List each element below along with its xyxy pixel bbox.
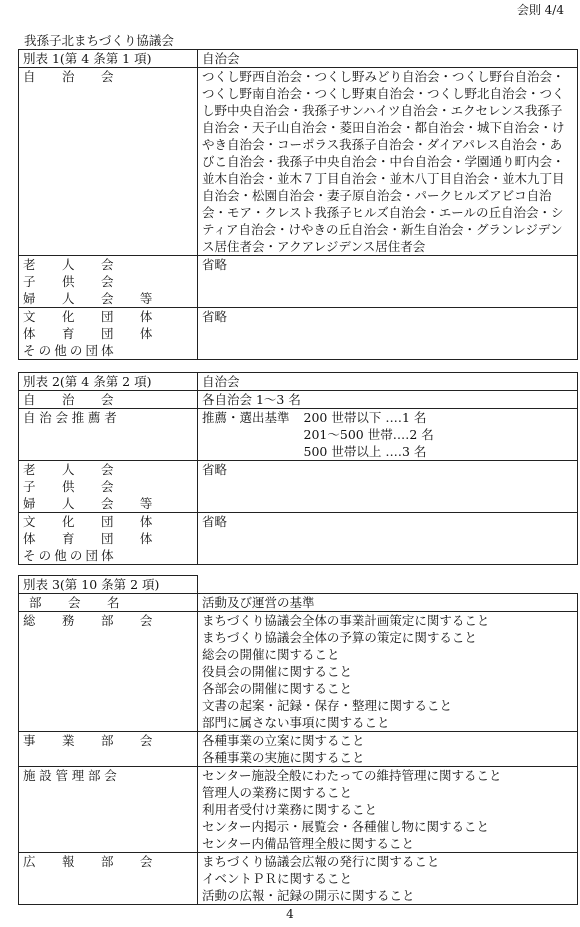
page-number: 4 bbox=[286, 907, 294, 921]
table-row bbox=[19, 68, 578, 256]
label-line: 体 育 団 体 bbox=[23, 326, 164, 341]
row-label bbox=[19, 256, 198, 308]
row-content: 省略 bbox=[198, 513, 578, 565]
row-label bbox=[19, 513, 198, 565]
column-header bbox=[19, 594, 198, 612]
label-line: 子 供 会 bbox=[23, 274, 125, 289]
row-label bbox=[19, 308, 198, 360]
label-line: 文 化 団 体 bbox=[23, 514, 164, 529]
table-column-header: 自治会 bbox=[198, 50, 578, 68]
table-row bbox=[19, 732, 578, 767]
table-column-header: 自治会 bbox=[198, 373, 578, 391]
list-item: 各部会の開催に関すること bbox=[202, 681, 353, 696]
list-item: まちづくり協議会広報の発行に関すること bbox=[202, 854, 440, 869]
list-item: 総会の開催に関すること bbox=[202, 647, 340, 662]
label-line: 自治会推薦者 bbox=[23, 410, 121, 425]
row-content bbox=[198, 767, 578, 853]
label-line: 広 報 部 会 bbox=[23, 854, 164, 869]
table-header-row bbox=[19, 373, 578, 391]
table-header-row bbox=[19, 576, 578, 594]
appendix-table-2 bbox=[18, 372, 578, 565]
row-label bbox=[19, 391, 198, 409]
page-header-label: 会則 4/4 bbox=[516, 3, 564, 17]
label-line: その他の団体 bbox=[23, 548, 117, 563]
criteria-item: 500 世帯以上 ‥‥3 名 bbox=[303, 444, 427, 459]
row-content bbox=[198, 853, 578, 905]
list-item: 各種事業の立案に関すること bbox=[202, 733, 365, 748]
label-line: 体 育 団 体 bbox=[23, 531, 164, 546]
row-label bbox=[19, 612, 198, 732]
row-label bbox=[19, 409, 198, 461]
list-item: 各種事業の実施に関すること bbox=[202, 750, 365, 765]
row-content: 省略 bbox=[198, 308, 578, 360]
table-row bbox=[19, 853, 578, 905]
label-line: 老 人 会 bbox=[23, 257, 125, 272]
list-item: イベントＰＲに関すること bbox=[202, 871, 353, 886]
list-item: 役員会の開催に関すること bbox=[202, 664, 353, 679]
row-label bbox=[19, 461, 198, 513]
row-content: 各自治会 1～3 名 bbox=[198, 391, 578, 409]
list-item: 利用者受付け業務に関すること bbox=[202, 802, 378, 817]
table-row bbox=[19, 461, 578, 513]
label-line: 老 人 会 bbox=[23, 462, 125, 477]
list-item: 活動の広報・記録の開示に関すること bbox=[202, 888, 415, 903]
label-line: その他の団体 bbox=[23, 343, 117, 358]
table-row bbox=[19, 391, 578, 409]
member-list: つくし野西自治会・つくし野みどり自治会・つくし野台自治会・つくし野南自治会・つくし野東自治会・つくし野北自治会・つくし野中央自治会・我孫子サンハイツ自治会・エクセレンス我孫子自治会・天子山自治会・菱田自治会・都自治会・城下自治会・けやき自治会・コーポラス我孫子自治会・ダイアパレス自治会・あびこ自治会・我孫子中央自治会・中台自治会・学園通り町内会・並木自治会・並木７丁目自治会・並木八丁目自治会・並木九丁目自治会・松園自治会・妻子原自治会・パークヒルズアビコ自治会・モア・クレスト我孫子ヒルズ自治会・エールの丘自治会・シティア自治会・けやきの丘自治会・新生自治会・グランレジデンス居住者会・アクアレジデンス居住者会 bbox=[198, 68, 578, 256]
table-title: 別表 3(第 10 条第 2 項) bbox=[19, 576, 198, 594]
column-header: 活動及び運営の基準 bbox=[198, 594, 578, 612]
row-content bbox=[198, 612, 578, 732]
list-item: まちづくり協議会全体の予算の策定に関すること bbox=[202, 630, 477, 645]
appendix-table-3 bbox=[18, 575, 578, 905]
label-line: 施設管理部会 bbox=[23, 768, 121, 783]
list-item: 管理人の業務に関すること bbox=[202, 785, 353, 800]
label-line: 子 供 会 bbox=[23, 479, 125, 494]
label-line: 自 治 会 bbox=[23, 392, 125, 407]
list-item: センター内備品管理全般に関すること bbox=[202, 836, 415, 851]
table-title: 別表 1(第 4 条第 1 項) bbox=[19, 50, 198, 68]
table-row bbox=[19, 256, 578, 308]
criteria-label: 推薦・選出基準 bbox=[202, 410, 290, 425]
label-line: 婦 人 会 等 bbox=[23, 496, 164, 511]
label-line: 総 務 部 会 bbox=[23, 613, 164, 628]
organization-title: 我孫子北まちづくり協議会 bbox=[24, 33, 174, 48]
table-row bbox=[19, 409, 578, 461]
table-row bbox=[19, 767, 578, 853]
row-label bbox=[19, 767, 198, 853]
criteria-item: 201～500 世帯‥‥2 名 bbox=[303, 427, 434, 442]
row-content: 省略 bbox=[198, 461, 578, 513]
criteria-item: 200 世帯以下 ‥‥1 名 bbox=[303, 410, 427, 425]
label-line: 事 業 部 会 bbox=[23, 733, 164, 748]
label-line: 自 治 会 bbox=[23, 69, 125, 84]
table-row bbox=[19, 308, 578, 360]
row-label bbox=[19, 68, 198, 256]
list-item: センター内掲示・展覧会・各種催し物に関すること bbox=[202, 819, 490, 834]
table-column-header-row bbox=[19, 594, 578, 612]
column-header-label: 部 会 名 bbox=[29, 595, 131, 610]
table-row bbox=[19, 513, 578, 565]
selection-criteria bbox=[198, 409, 578, 461]
table-row bbox=[19, 612, 578, 732]
row-label bbox=[19, 853, 198, 905]
table-title: 別表 2(第 4 条第 2 項) bbox=[19, 373, 198, 391]
label-line: 文 化 団 体 bbox=[23, 309, 164, 324]
label-line: 婦 人 会 等 bbox=[23, 291, 164, 306]
list-item: 文書の起案・記録・保存・整理に関すること bbox=[202, 698, 453, 713]
table-header-row bbox=[19, 50, 578, 68]
appendix-table-1 bbox=[18, 49, 578, 360]
row-content bbox=[198, 732, 578, 767]
list-item: センター施設全般にわたっての維持管理に関すること bbox=[202, 768, 502, 783]
list-item: 部門に属さない事項に関すること bbox=[202, 715, 390, 730]
list-item: まちづくり協議会全体の事業計画策定に関すること bbox=[202, 613, 490, 628]
row-label bbox=[19, 732, 198, 767]
row-content: 省略 bbox=[198, 256, 578, 308]
